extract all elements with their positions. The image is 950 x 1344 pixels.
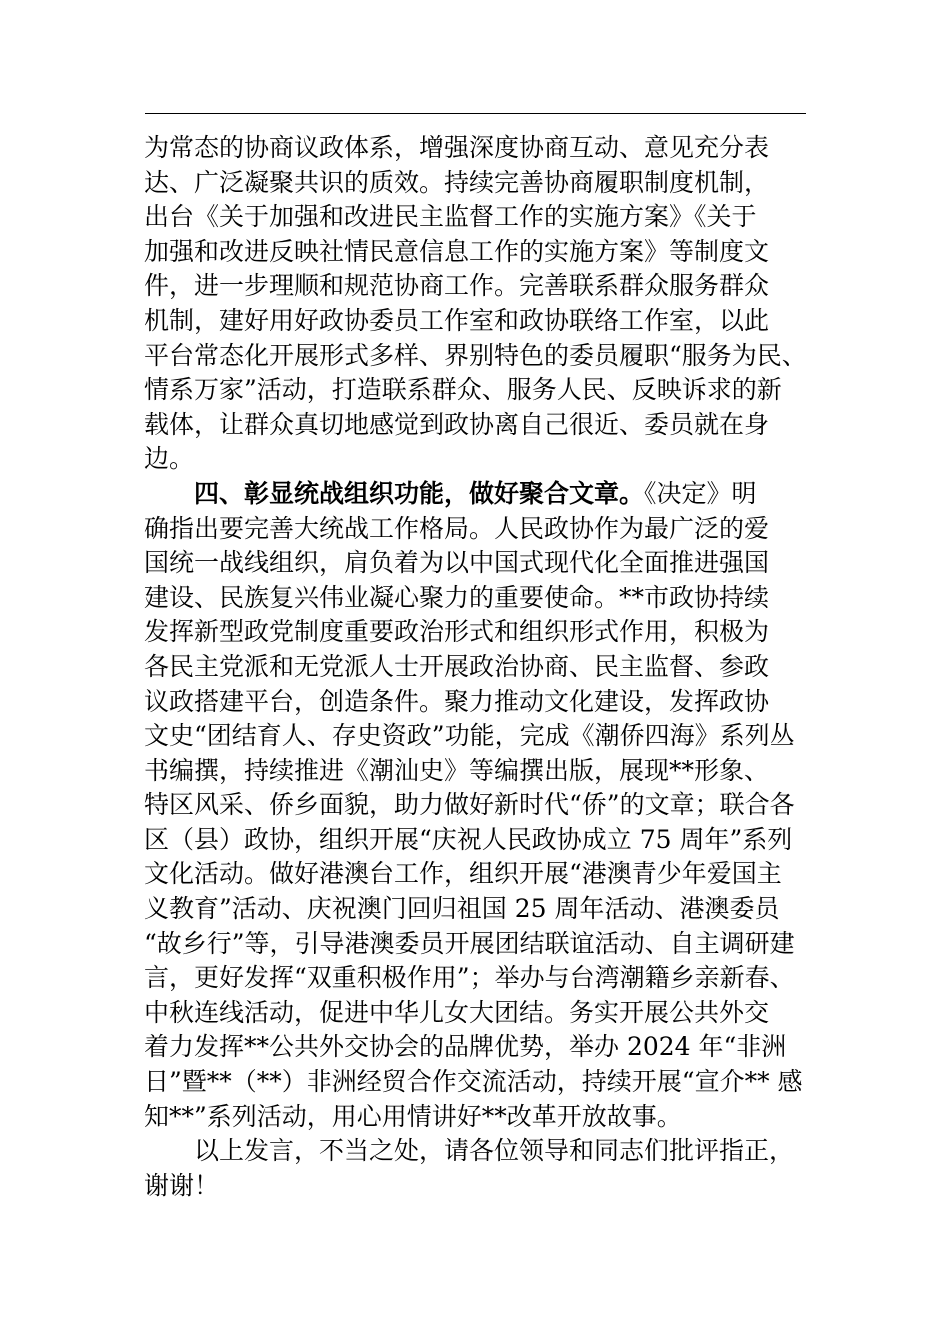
closing-line: 以上发言，不当之处，请各位领导和同志们批评指正，	[194, 1136, 795, 1166]
text-line: 书编撰，持续推进《潮汕史》等编撰出版，展现**形象、	[144, 755, 770, 785]
text-line: 国统一战线组织，肩负着为以中国式现代化全面推进强国	[144, 548, 770, 578]
text-line: 加强和改进反映社情民意信息工作的实施方案》等制度文	[144, 236, 770, 266]
text-line: 区（县）政协，组织开展“庆祝人民政协成立 75 周年”系列	[144, 824, 793, 854]
text-line: 载体，让群众真切地感觉到政协离自己很近、委员就在身	[144, 409, 770, 439]
text-line: 义教育”活动、庆祝澳门回归祖国 25 周年活动、港澳委员	[144, 894, 780, 924]
header-rule	[145, 113, 806, 114]
text-line: 件，进一步理顺和规范协商工作。完善联系群众服务群众	[144, 271, 770, 301]
text-line: 日”暨**（**）非洲经贸合作交流活动，持续开展“宣介** 感	[144, 1067, 803, 1097]
text-line: 情系万家”活动，打造联系群众、服务人民、反映诉求的新	[144, 375, 782, 405]
text-line: 中秋连线活动，促进中华儿女大团结。务实开展公共外交	[144, 997, 770, 1027]
text-line: 特区风采、侨乡面貌，助力做好新时代“侨”的文章；联合各	[144, 790, 795, 820]
text-line: 知**”系列活动，用心用情讲好**改革开放故事。	[144, 1101, 682, 1131]
text-line: 机制，建好用好政协委员工作室和政协联络工作室，以此	[144, 305, 770, 335]
text-line: 确指出要完善大统战工作格局。人民政协作为最广泛的爱	[144, 513, 770, 543]
text-line: “故乡行”等，引导港澳委员开展团结联谊活动、自主调研建	[144, 928, 795, 958]
text-line: 文化活动。做好港澳台工作，组织开展“港澳青少年爱国主	[144, 859, 782, 889]
text-line: 议政搭建平台，创造条件。聚力推动文化建设，发挥政协	[144, 686, 770, 716]
text-line: 平台常态化开展形式多样、界别特色的委员履职“服务为民、	[144, 340, 807, 370]
text-line: 边。	[144, 444, 195, 474]
text-line: 为常态的协商议政体系，增强深度协商互动、意见充分表	[144, 133, 770, 162]
section-4-first-line-rest: 《决定》明	[644, 478, 757, 508]
document-body	[144, 131, 814, 1203]
text-line: 着力发挥**公共外交协会的品牌优势，举办 2024 年“非洲	[144, 1032, 787, 1062]
closing-line: 谢谢！	[144, 1170, 220, 1200]
text-line: 出台《关于加强和改进民主监督工作的实施方案》《关于	[144, 202, 757, 232]
text-line: 文史“团结育人、存史资政”功能，完成《潮侨四海》系列丛	[144, 721, 795, 751]
text-line: 言，更好发挥“双重积极作用”；举办与台湾潮籍乡亲新春、	[144, 963, 795, 993]
text-line: 达、广泛凝聚共识的质效。持续完善协商履职制度机制，	[144, 167, 770, 197]
section-4-first-line	[144, 477, 814, 512]
text-line: 各民主党派和无党派人士开展政治协商、民主监督、参政	[144, 651, 770, 681]
text-line: 建设、民族复兴伟业凝心聚力的重要使命。**市政协持续	[144, 582, 770, 612]
section-4-heading: 四、彰显统战组织功能，做好聚合文章。	[194, 478, 645, 508]
text-line: 发挥新型政党制度重要政治形式和组织形式作用，积极为	[144, 617, 770, 647]
